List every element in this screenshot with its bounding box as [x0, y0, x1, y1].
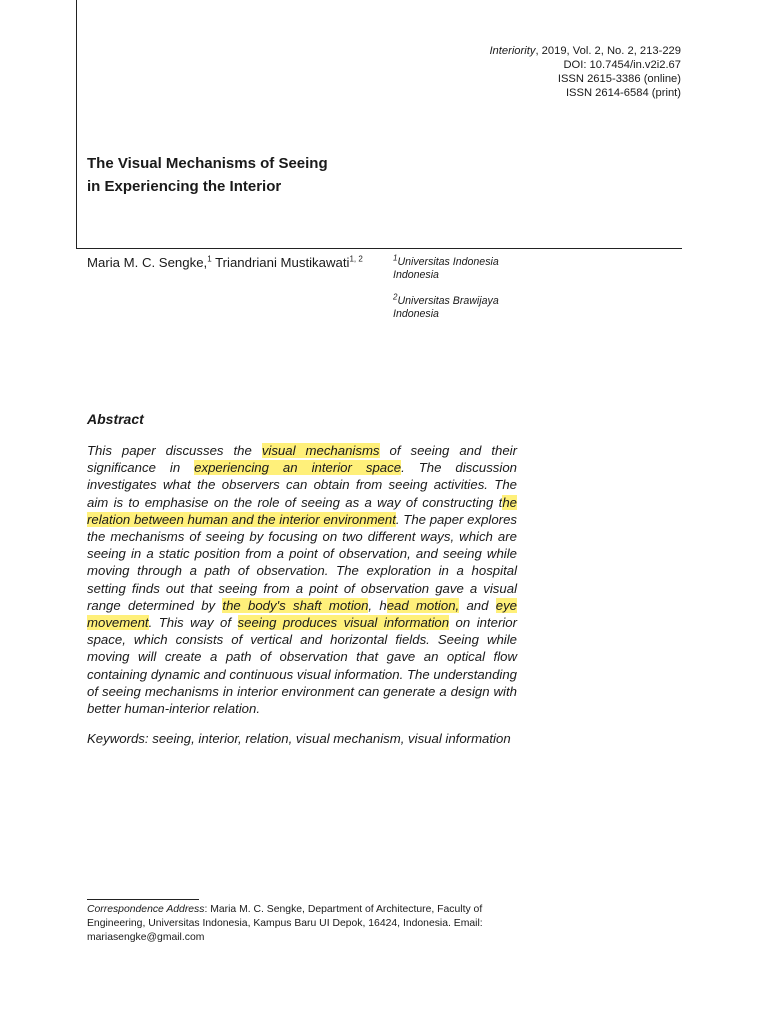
citation-line — [489, 44, 681, 58]
affiliation-2-institution: Universitas Brawijaya — [397, 295, 499, 307]
affiliation-2 — [393, 292, 499, 320]
abstract-text-segment: . This way of — [148, 615, 238, 631]
affiliation-2-country: Indonesia — [393, 307, 439, 320]
keywords-text: Keywords: seeing, interior, relation, visual mechanism, visual information — [87, 731, 511, 746]
affiliation-1 — [393, 253, 499, 281]
citation-details: , 2019, Vol. 2, No. 2, 213-229 — [535, 45, 681, 57]
author-2: Triandriani Mustikawati — [211, 255, 350, 270]
abstract-body — [87, 442, 517, 717]
abstract-text-segment: , h — [368, 597, 387, 613]
highlighted-phrase: the body's shaft motion — [222, 597, 369, 613]
abstract-paragraph — [87, 442, 517, 717]
abstract-heading: Abstract — [87, 411, 144, 427]
title-line-2: in Experiencing the Interior — [87, 178, 282, 195]
issn-print: ISSN 2614-6584 (print) — [565, 87, 681, 99]
footnote-rule — [87, 899, 199, 900]
highlighted-phrase: ead motion, — [386, 597, 460, 613]
abstract-text-segment: on interior space, which consists of vertical and horizontal fields. Seeing while moving will create a path of observation that gave an optical flow containing dynamic and continuous visual information. The understanding of seeing mechanisms in interior environment can generate a design with better human-interior relation. — [87, 615, 518, 717]
affiliation-1-institution: Universitas Indonesia — [397, 256, 499, 268]
author-2-affiliation-mark: 1, 2 — [349, 254, 363, 264]
affiliation-1-mark: 1 — [393, 253, 398, 263]
title-line-1: The Visual Mechanisms of Seeing — [87, 155, 328, 172]
highlighted-phrase: experiencing an interior space — [194, 460, 402, 476]
highlighted-phrase: he relation between human and the interior environment — [87, 494, 517, 527]
journal-meta — [489, 44, 681, 100]
author-1: Maria M. C. Sengke, — [87, 255, 208, 270]
author-1-affiliation-mark: 1 — [207, 254, 212, 264]
affiliation-1-country: Indonesia — [393, 268, 439, 281]
header-vertical-rule — [76, 0, 77, 249]
highlighted-phrase: eye movement — [87, 597, 517, 631]
abstract-text-segment: and — [459, 597, 496, 613]
correspondence-text: : Maria M. C. Sengke, Department of Architecture, Faculty of Engineering, Universitas Indonesia, Kampus Baru UI Depok, 16424, Indonesia. Email: mariasengke@gmail.com — [87, 904, 483, 943]
author-list — [87, 255, 363, 270]
abstract-text-segment: This paper discusses the — [87, 443, 262, 458]
abstract-text-segment: . The paper explores the mechanisms of seeing by focusing on two different ways, which are seeing in a static position from a point of observation, and seeing while moving through a path of observation. The exploration in a hospital setting finds out that seeing from a point of observation gave a visual range determined by — [87, 511, 517, 613]
correspondence-label: Correspondence Address — [87, 904, 205, 915]
journal-name: Interiority — [489, 45, 536, 57]
abstract-text-segment: of seeing and their significance in — [87, 443, 517, 476]
header-horizontal-rule — [76, 248, 682, 249]
keywords-block — [87, 730, 517, 747]
issn-online: ISSN 2615-3386 (online) — [557, 73, 681, 85]
paper-title — [87, 152, 328, 198]
highlighted-phrase: visual mechanisms — [261, 443, 380, 458]
doi: DOI: 10.7454/in.v2i2.67 — [563, 59, 681, 71]
highlighted-phrase: seeing produces visual information — [237, 615, 450, 631]
abstract-text-segment: . The discussion investigates what the observers can obtain from seeing activities. The aim is to emphasise on the role of seeing as a way of constructing t — [87, 460, 517, 510]
correspondence-footnote — [87, 903, 519, 945]
affiliation-2-mark: 2 — [393, 292, 398, 302]
